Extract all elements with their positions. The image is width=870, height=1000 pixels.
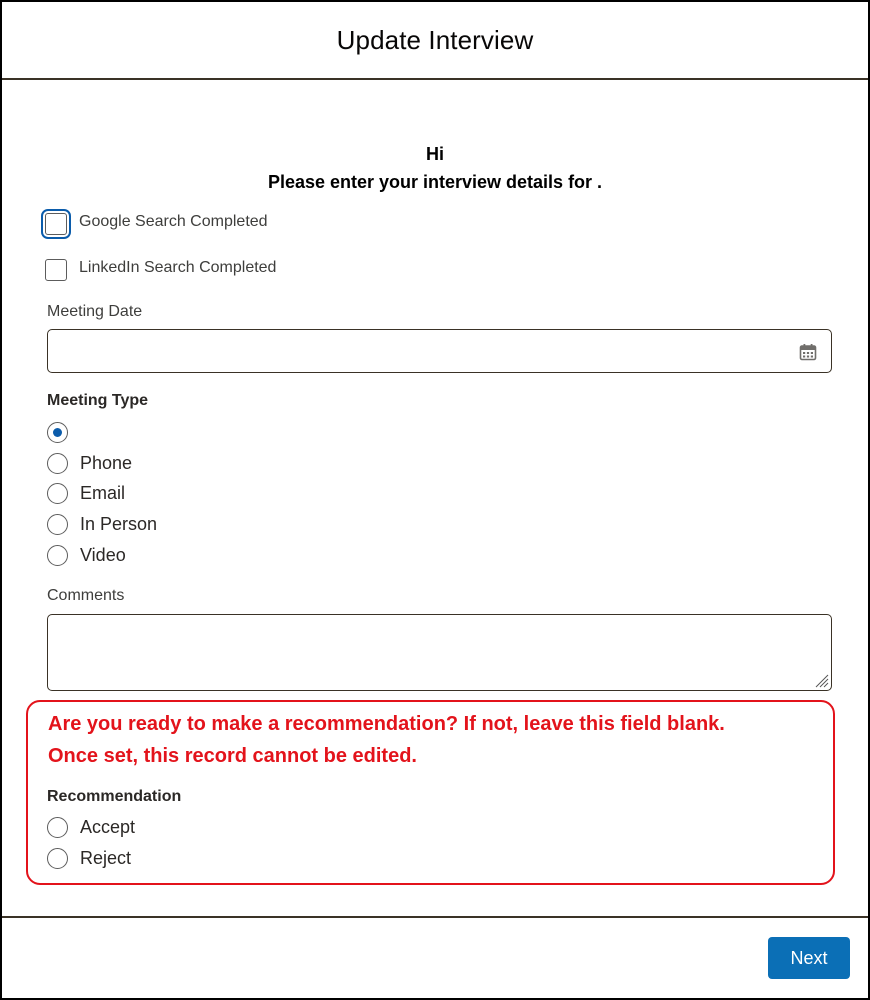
radio-button[interactable]: [47, 817, 68, 838]
radio-button[interactable]: [47, 514, 68, 535]
meeting-type-label: Meeting Type: [47, 392, 149, 409]
meeting-type-option-video[interactable]: [47, 545, 126, 566]
warning-line-1: Are you ready to make a recommendation? If not, leave this field blank.: [48, 713, 725, 735]
radio-button[interactable]: [47, 848, 68, 869]
greeting-line-2: Please enter your interview details for .: [267, 172, 603, 192]
greeting-line-1: Hi: [426, 144, 444, 164]
calendar-icon[interactable]: [799, 343, 817, 361]
linkedin-search-checkbox-row[interactable]: [45, 258, 276, 281]
meeting-date-input[interactable]: [47, 329, 832, 373]
radio-button[interactable]: [47, 545, 68, 566]
meeting-date-label: Meeting Date: [47, 303, 143, 320]
radio-label: Phone: [80, 453, 133, 473]
radio-button[interactable]: [47, 483, 68, 504]
meeting-type-option-phone[interactable]: [47, 453, 132, 474]
radio-label: Accept: [80, 817, 136, 837]
resize-handle-icon[interactable]: [813, 672, 829, 688]
radio-button[interactable]: [47, 422, 68, 443]
meeting-type-option-in-person[interactable]: [47, 514, 157, 535]
greeting: [2, 140, 868, 196]
meeting-type-option-email[interactable]: [47, 483, 125, 504]
radio-label: Reject: [80, 848, 132, 868]
google-search-checkbox-label: Google Search Completed: [79, 213, 268, 230]
page-title: Update Interview: [336, 24, 534, 55]
recommendation-section: [26, 700, 835, 885]
meeting-type-option-blank[interactable]: [47, 422, 80, 443]
recommendation-warning: [48, 708, 725, 772]
modal-footer: [2, 916, 868, 998]
google-search-checkbox-row[interactable]: [45, 212, 268, 235]
recommendation-option-reject[interactable]: [47, 848, 131, 869]
comments-textarea[interactable]: [47, 614, 832, 691]
google-search-checkbox[interactable]: [45, 213, 67, 235]
radio-label: Email: [80, 483, 126, 503]
radio-label: In Person: [80, 514, 158, 534]
recommendation-label: Recommendation: [47, 788, 182, 805]
linkedin-search-checkbox-label: LinkedIn Search Completed: [79, 259, 277, 276]
radio-label: Video: [80, 545, 126, 565]
recommendation-option-accept[interactable]: [47, 817, 135, 838]
linkedin-search-checkbox[interactable]: [45, 259, 67, 281]
comments-label: Comments: [47, 587, 125, 604]
radio-button[interactable]: [47, 453, 68, 474]
modal-header: [2, 2, 868, 80]
warning-line-2: Once set, this record cannot be edited.: [48, 745, 417, 767]
modal-body: [2, 82, 868, 916]
next-button[interactable]: Next: [768, 937, 850, 979]
